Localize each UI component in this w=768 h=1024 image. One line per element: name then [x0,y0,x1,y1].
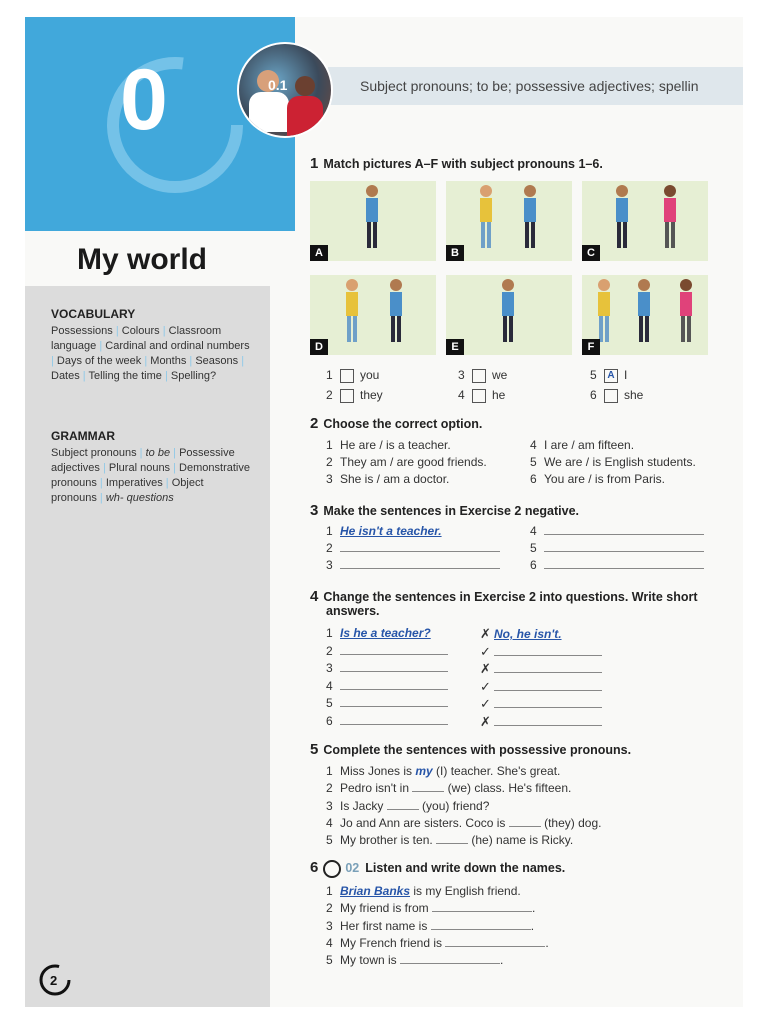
blank-line[interactable] [412,791,444,792]
option-item: 4 I are / am fifteen. [530,438,635,452]
topic-item: Classroom language [51,325,222,352]
topic-item: Plural nouns [108,462,171,474]
answer-example[interactable]: my [415,764,433,778]
exercise-6-heading: 6 02 Listen and write down the names. [310,859,566,876]
picture-e: E [446,275,572,355]
topic-item: Possessions [51,325,113,337]
topic-item: Spelling? [170,370,217,382]
exercise-1-heading: 1 Match pictures A–F with subject pronouns 1–6. [310,155,603,172]
match-item: 5 A I [590,368,628,382]
sentence-item: 5 My brother is ten. (he) name is Ricky. [326,833,574,848]
topic-item: Dates [51,370,80,382]
audio-icon[interactable] [323,860,341,878]
grammar-heading: GRAMMAR [51,429,115,443]
answer-line[interactable]: 2 [326,541,500,555]
lesson-topic: Subject pronouns; to be; possessive adjectives; spellin [360,78,699,94]
question-line[interactable]: 5 [326,696,448,710]
match-item: 3 we [458,368,508,382]
sentence-item: 4 Jo and Ann are sisters. Coco is (they) dog. [326,815,602,830]
sentence-item: 2 My friend is from . [326,901,536,916]
vocabulary-list: Possessions | Colours | Classroom language | Cardinal and ordinal numbers | Days of the week | Months | Seasons | Dates | Telling the time | Spelling? [51,325,250,382]
question-line[interactable]: 2 [326,644,448,658]
short-answer-line[interactable]: ✓ [480,644,602,660]
topic-item: Seasons [195,355,239,367]
answer-box[interactable] [340,389,354,403]
answer-box[interactable] [472,369,486,383]
blank-line[interactable] [436,843,468,844]
answer-box[interactable] [472,389,486,403]
question-line[interactable]: 1 Is he a teacher? [326,626,431,640]
vocabulary-heading: VOCABULARY [51,307,136,321]
picture-b: B [446,181,572,261]
topic-item: Cardinal and ordinal numbers [105,340,250,352]
sentence-item: 2 Pedro isn't in (we) class. He's fifteen. [326,781,572,796]
match-item: 1 you [326,368,380,382]
option-item: 6 You are / is from Paris. [530,472,665,486]
picture-a: A [310,181,436,261]
short-answer-line[interactable]: ✓ [480,696,602,712]
blank-line[interactable] [431,929,531,930]
topic-item: Months [150,355,187,367]
unit-title: My world [77,243,208,276]
workbook-page [25,17,743,1007]
exercise-4-heading: 4 Change the sentences in Exercise 2 into questions. Write short [310,588,698,605]
answer-line[interactable]: 1 He isn't a teacher. [326,524,442,538]
answer-line[interactable]: 6 [530,558,704,572]
track-number: 02 [345,861,360,875]
blank-line[interactable] [432,911,532,912]
topic-item: Subject pronouns [51,447,137,459]
short-answer-line[interactable]: ✓ [480,679,602,695]
topic-item: to be [145,447,171,459]
option-item: 5 We are / is English students. [530,455,696,469]
page-number-badge [38,963,72,997]
topic-item: Demonstrative pronouns [51,462,250,489]
grammar-list: Subject pronouns | to be | Possessive adjectives | Plural nouns | Demonstrative pronouns | Imperatives | Object pronouns | wh- questions [51,447,250,504]
unit-number: 0 [120,52,168,148]
picture-f: F [582,275,708,355]
exercise-4-heading-cont: answers. [326,604,380,618]
answer-box[interactable] [604,389,618,403]
blank-line[interactable] [445,946,545,947]
sentence-item: 1 Brian Banks is my English friend. [326,884,521,898]
page-number: 2 [50,973,58,988]
short-answer-line[interactable]: ✗ [480,714,602,730]
topic-item: Telling the time [88,370,162,382]
match-item: 2 they [326,388,383,402]
blank-line[interactable] [509,826,541,827]
option-item: 3 She is / am a doctor. [326,472,450,486]
sentence-item: 1 Miss Jones is my (I) teacher. She's great. [326,764,561,778]
blank-line[interactable] [400,963,500,964]
topic-item: Imperatives [105,477,163,489]
question-line[interactable]: 4 [326,679,448,693]
question-line[interactable]: 3 [326,661,448,675]
lesson-number: 0.1 [268,77,288,93]
match-item: 4 he [458,388,506,402]
blank-line[interactable] [387,809,419,810]
topic-item: Possessive adjectives [51,447,235,474]
sentence-item: 3 Is Jacky (you) friend? [326,798,490,813]
topic-item: Days of the week [56,355,142,367]
swirl-decoration [95,45,255,205]
exercise-5-heading: 5 Complete the sentences with possessive pronouns. [310,741,632,758]
sentence-item: 4 My French friend is . [326,935,549,950]
topic-item: wh- questions [105,492,174,504]
option-item: 2 They am / are good friends. [326,455,487,469]
picture-d: D [310,275,436,355]
answer-box[interactable]: A [604,369,618,383]
answer-box[interactable] [340,369,354,383]
topic-item: Object pronouns [51,477,204,504]
sidebar [25,286,270,1007]
short-answer-line[interactable]: ✗ No, he isn't. [480,626,562,641]
picture-c: C [582,181,708,261]
answer-line[interactable]: 5 [530,541,704,555]
answer-line[interactable]: 4 [530,524,704,538]
question-line[interactable]: 6 [326,714,448,728]
answer-line[interactable]: 3 [326,558,500,572]
short-answer-line[interactable]: ✗ [480,661,602,677]
sentence-item: 5 My town is . [326,953,504,968]
lesson-topic-strip [328,67,743,105]
match-item: 6 she [590,388,644,402]
exercise-3-heading: 3 Make the sentences in Exercise 2 negative. [310,502,580,519]
topic-item: Colours [121,325,160,337]
exercise-2-heading: 2 Choose the correct option. [310,415,483,432]
sentence-item: 3 Her first name is . [326,918,535,933]
option-item: 1 He are / is a teacher. [326,438,451,452]
answer-example[interactable]: Brian Banks [340,884,411,898]
